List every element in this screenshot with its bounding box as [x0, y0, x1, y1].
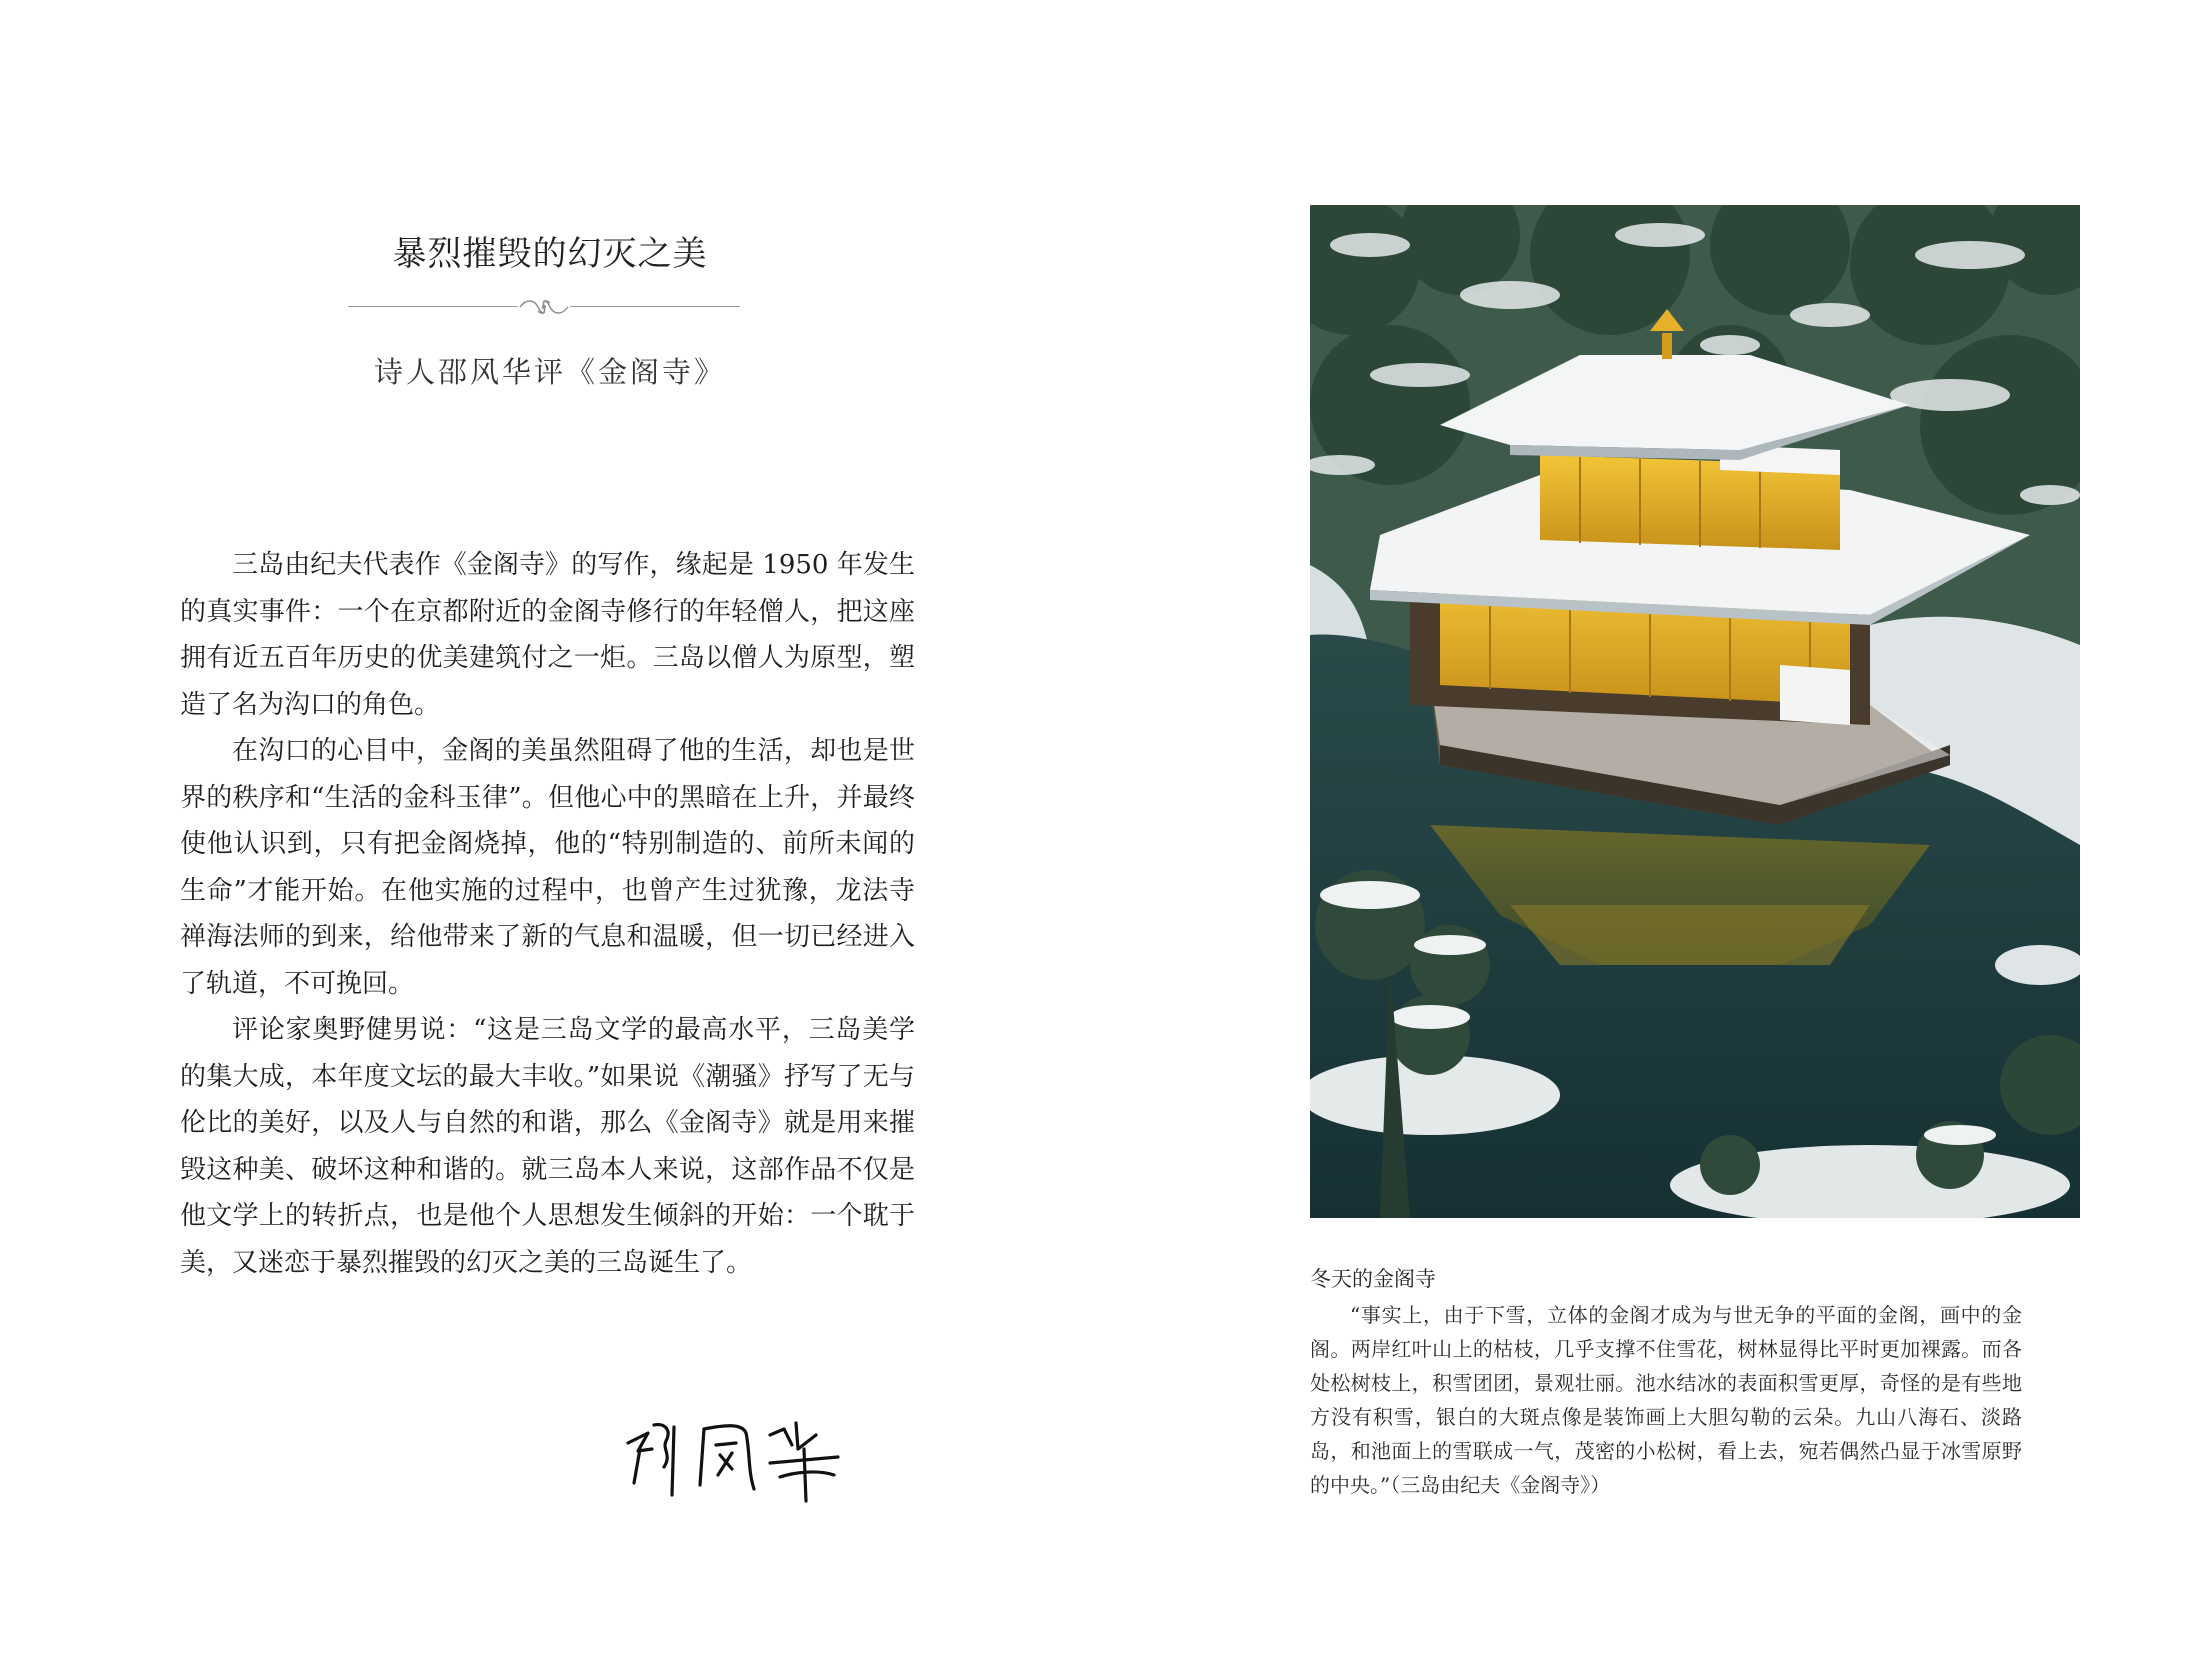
ornament-rule-left [348, 306, 518, 307]
paragraph: 在沟口的心目中，金阁的美虽然阻碍了他的生活，却也是世界的秩序和“生活的金科玉律”。但他心中的黑暗在上升，并最终使他认识到，只有把金阁烧掉，他的“特别制造的、前所未闻的生命”才能开始。在他实施的过程中，也曾产生过犹豫，龙法寺禅海法师的到来，给他带来了新的气息和温暖，但一切已经进入了轨道，不可挽回。 [180, 736, 915, 999]
kinkakuji-photo [1310, 205, 2080, 1218]
paragraph: 三岛由纪夫代表作《金阁寺》的写作，缘起是 1950 年发生的真实事件：一个在京都附近的金阁寺修行的年轻僧人，把这座拥有近五百年历史的优美建筑付之一炬。三岛以僧人为原型，塑造了名为沟口的角色。 [180, 550, 915, 720]
ornament-rule-right [570, 306, 740, 307]
right-page [1102, 0, 2205, 1654]
essay-subtitle: 诗人邵风华评《金阁寺》 [373, 355, 726, 389]
paragraph: 评论家奥野健男说：“这是三岛文学的最高水平，三岛美学的集大成，本年度文坛的最大丰收。”如果说《潮骚》抒写了无与伦比的美好，以及人与自然的和谐，那么《金阁寺》就是用来摧毁这种美、破坏这种和谐的。就三岛本人来说，这部作品不仅是他文学上的转折点，也是他个人思想发生倾斜的开始：一个耽于美，又迷恋于暴烈摧毁的幻灭之美的三岛诞生了。 [180, 1015, 915, 1278]
author-signature [620, 1405, 850, 1505]
photo-caption-title: 冬天的金阁寺 [1310, 1267, 1436, 1291]
title-ornament [348, 292, 740, 322]
essay-body [180, 542, 915, 1286]
flourish-icon [516, 295, 572, 319]
left-page [0, 0, 1102, 1654]
essay-title: 暴烈摧毁的幻灭之美 [392, 234, 708, 274]
caption-paragraph: “事实上，由于下雪，立体的金阁才成为与世无争的平面的金阁，画中的金阁。两岸红叶山上的枯枝，几乎支撑不住雪花，树林显得比平时更加裸露。而各处松树枝上，积雪团团，景观壮丽。池水结冰的表面积雪更厚，奇怪的是有些地方没有积雪，银白的大斑点像是装饰画上大胆勾勒的云朵。九山八海石、淡路岛，和池面上的雪联成一气，茂密的小松树，看上去，宛若偶然凸显于冰雪原野的中央。”（三岛由纪夫《金阁寺》） [1310, 1303, 2022, 1497]
photo-caption-text [1310, 1298, 2022, 1502]
